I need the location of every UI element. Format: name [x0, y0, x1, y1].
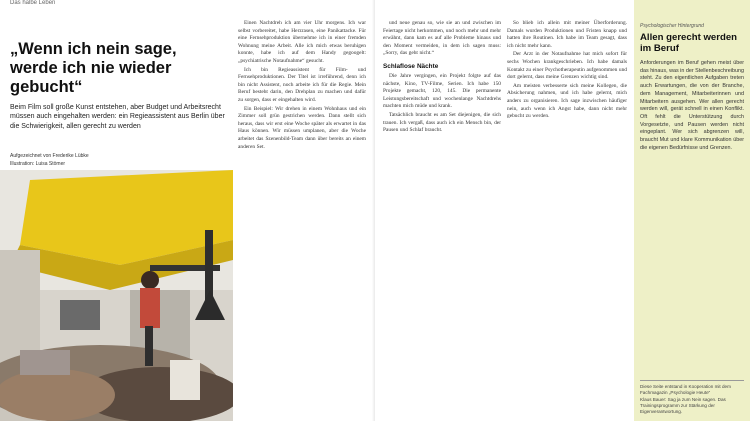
paragraph: und neue genau so, wie sie an und zwischen im Feiertage nicht herkommen, und noch mehr und mehr erwähnt, dann kam es auf alle Probleme hinaus und den Moment vermeiden, in dem ich sagen muss: „Sorry, das geht nicht.“ [383, 20, 501, 57]
sidebar-body: Anforderungen im Beruf gehen meist über das hinaus, was in der Stellenbeschreibung steht. Zu den eigentlichen Aufgaben treten auch Erwartungen, die von der Branche, dem Management, Mitarbeiterinnen und Mitarbeitern ausgehen. Wer allen gerecht werden will, gerät schnell in einen Konflikt. Oft fehlt die Unterstützung durch Vorgesetzte, und Pausen werden nicht eingeplant. Wer sich abgrenzen will, braucht Mut und klare Kommunikation über die eigenen Bedürfnisse und Grenzen. [640, 60, 744, 151]
article-lede: Beim Film soll große Kunst entstehen, aber Budget und Arbeitsrecht müssen auch eingehalten werden: ein Regieassistent aus Berlin über die Schwierigkeit, allen gerecht zu werden [10, 104, 225, 130]
subheading: Schlaflose Nächte [383, 62, 439, 70]
text-column-2 [507, 20, 627, 122]
credit-illustration: Illustration: Luisa Stömer [10, 161, 66, 167]
sidebar-foot-note: Diese Seite entstand in Kooperation mit dem Fachmagazin „Psychologie Heute“ [640, 384, 731, 395]
sidebar-title: Allen gerecht werden im Beruf [640, 32, 738, 54]
paragraph: Am meisten verbesserte sich meine Kollegen, die Absicherung nahmen, und ich habe gelernt, mich anders zu organisieren. Ich sage inzwischen häufiger nein, auch wenn ich Angst habe, dann nicht mehr gebucht zu werden. [507, 82, 627, 120]
sidebar-kicker: Psychologischer Hintergrund [640, 23, 704, 29]
photo-illustration [0, 170, 233, 421]
section-header: Das halbe Leben [10, 0, 56, 6]
article-photo [0, 170, 233, 421]
paragraph: Einen Nachtdreh ich am vier Uhr morgens. Ich war selbst vorbereitet, habe Herzrasen, eine Panikattacke. Für eine Fernsehproduktion übernehme ich in einer fremden Wohnung meine Arbeit. Alle ich mich etwas beruhigen konnte, habe ich auf dem Handy gegoogelt: „psychiatrische Notaufnahme“ gesucht. [238, 20, 366, 64]
paragraph: Tatsächlich braucht es am Set diejenigen, die sich trauen. Ich vergaß, dass auch ich ein Mensch bin, der Pausen und Schlaf braucht. [383, 111, 501, 134]
text-column-left [238, 20, 366, 152]
sidebar-box [634, 0, 750, 421]
paragraph: So blieb ich allein mit meiner Überforderung. Damals wurden Produktionen und Fristen knapp und hatten ihre Routinen. Ich habe im Team gesagt, dass ich nicht mehr kann. [507, 20, 627, 49]
paragraph: Ein Beispiel: Wir drehen in einem Wohnhaus und ein Zimmer soll grün gestrichen werden. Dann stellt sich heraus, dass wir erst eine Woche später als erwartet in das Haus können. Wir müssen umplanen, aber die Woche arbeitet das Szenenbild-Team dann über bereits an einem anderen Set. [238, 105, 366, 150]
right-page [375, 0, 750, 421]
paragraph: Ich bin Regieassistent für Film- und Fernsehproduktionen. Der Titel ist irreführend, denn ich bin nicht Assistent, noch arbeite ich für die Regie. Mein Beruf besteht darin, den Drehplan zu machen und dafür zu sorgen, dass er eingehalten wird. [238, 66, 366, 103]
sidebar-foot-source: Klaus Bauer: Sag ja zum Nein sagen. Das Trainingsprogramm zur Stärkung der Eigenverantwortung. [640, 397, 726, 414]
sidebar-footnote [640, 380, 744, 416]
paragraph: Der Arzt in der Notaufnahme hat mich sofort für sechs Wochen krankgeschrieben. Ich habe damals Kontakt zu einer Psychotherapeutin aufgenommen und dort gelernt, dass meine Grenzen wichtig sind. [507, 51, 627, 81]
article-title: „Wenn ich nein sage, werde ich nie wieder gebucht“ [10, 40, 177, 96]
text-column-1 [383, 20, 501, 136]
paragraph: Die Jahre vergingen, ein Projekt folgte auf das nächste, Kino, TV-Filme, Serien. Ich habe 150 Projekte gemacht, 120, 145. Die permanente Leistungsbereitschaft und wochenlange Nachtdrehs machten mich müde und krank. [383, 72, 501, 110]
article-credits [10, 152, 210, 168]
credit-author: Aufgezeichnet von Frederike Lübke [10, 153, 89, 159]
